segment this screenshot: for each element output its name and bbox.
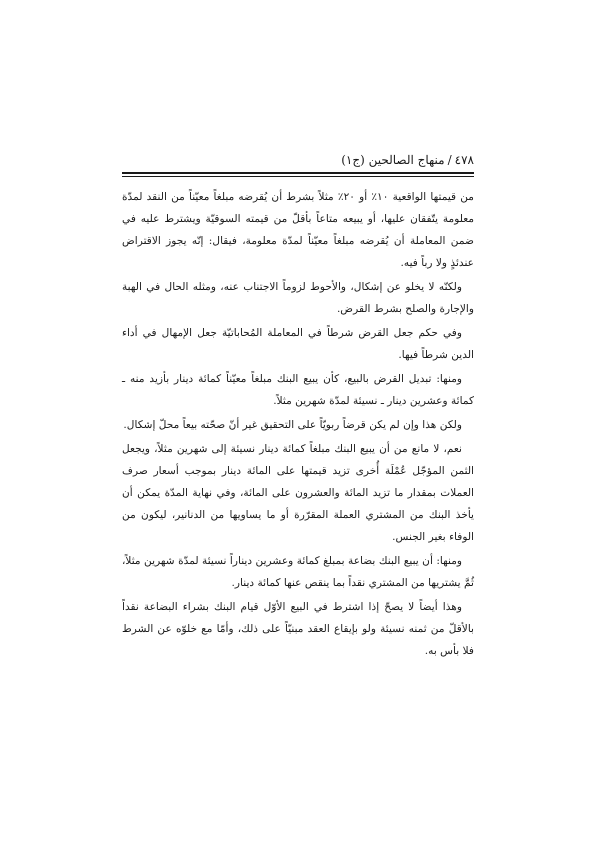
paragraph: ولكنّه لا يخلو عن إشكال، والأحوط لزوماً الاجتناب عنه، ومثله الحال في الهبة والإجارة والصلح بشرط القرض. <box>122 281 474 315</box>
paragraph: من قيمتها الواقعية ١٠٪ أو ٢٠٪ مثلاً بشرط أن يُقرضه مبلغاً معيّناً من النقد لمدّة معلومة يتّفقان عليها، أو يبيعه متاعاً بأقلّ من قيمته السوقيّة ويشترط عليه في ضمن المعاملة أن يُقرضه مبلغاً معيّناً لمدّة معلومة، فيقال: إنّه يجوز الاقتراض عندئذٍ ولا رباً فيه. <box>122 191 474 269</box>
paragraph: ولكن هذا وإن لم يكن قرضاً ربويّاً على التحقيق غير أنّ صحّته بيعاً محلّ إشكال. <box>123 419 462 431</box>
paragraph: ومنها: أن يبيع البنك بضاعة بمبلغ كمائة وعشرين ديناراً نسيئة لمدّة شهرين مثلاً، ثُمَّ يشتريها من المشتري نقداً بما ينقص عنها كمائة دينار. <box>122 555 474 589</box>
paragraph: نعم، لا مانع من أن يبيع البنك مبلغاً كمائة دينار نسيئة إلى شهرين مثلاً، ويجعل الثمن المؤجّل عُمْلَة أُخرى تزيد قيمتها على المائة دينار بموجب أسعار صرف العملات بمقدار ما تزيد المائة والعشرون على المائة، وفي نهاية المدّة يمكن أن يأخذ البنك من المشتري العملة المقرّرة أو ما يساويها من الدنانير، ليكون من الوفاء بغير الجنس. <box>122 443 474 543</box>
running-header <box>122 150 474 170</box>
page-number: ٤٧٨ <box>454 153 474 167</box>
header-rule-thin <box>122 176 474 177</box>
paragraph: وهذا أيضاً لا يصحّ إذا اشترط في البيع الأوّل قيام البنك بشراء البضاعة نقداً بالأقلّ من ثمنه نسيئة ولو بإيقاع العقد مبنيّاً على ذلك، وأمّا مع خلوّه عن الشرط فلا بأس به. <box>122 601 474 657</box>
header-separator: / <box>447 153 452 167</box>
header-rule-thick <box>122 172 474 174</box>
book-title: منهاج الصالحين (ج١) <box>341 153 445 167</box>
body-text <box>122 186 474 664</box>
paragraph: ومنها: تبديل القرض بالبيع، كأن يبيع البنك مبلغاً معيّناً كمائة دينار بأزيد منه ـ كمائة وعشرين دينار ـ نسيئة لمدّة شهرين مثلاً. <box>122 373 474 407</box>
paragraph: وفي حكم جعل القرض شرطاً في المعاملة المُحاباتيّة جعل الإمهال في أداء الدين شرطاً فيها. <box>122 327 474 361</box>
